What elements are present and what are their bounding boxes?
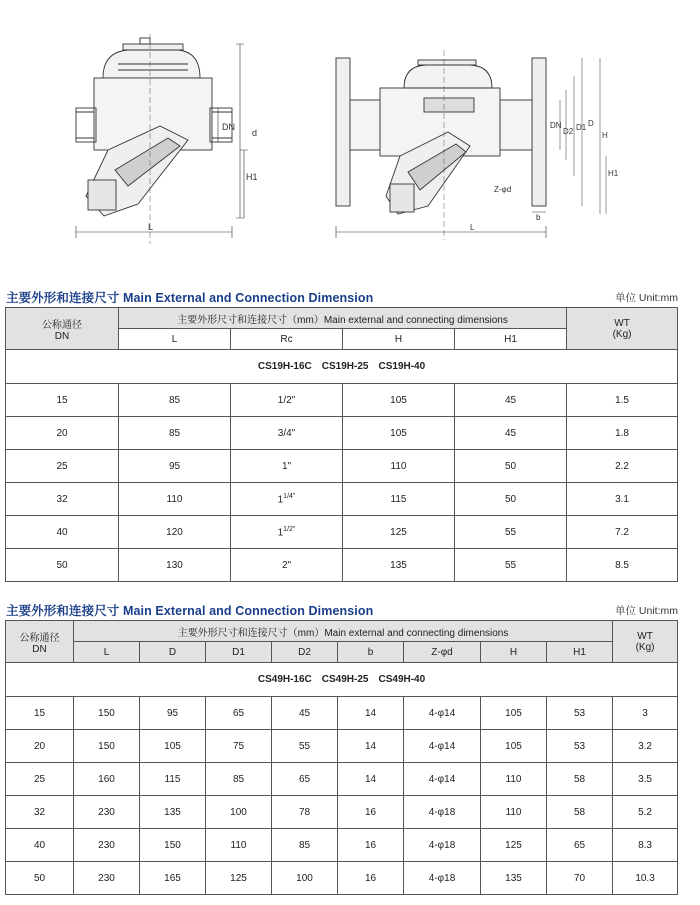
right-label-h: H bbox=[602, 131, 608, 140]
table2-model-row: CS49H-16C CS49H-25 CS49H-40 bbox=[6, 663, 678, 697]
table-row: 40 120 $1^{1/2"}$ 125 55 7.2 bbox=[6, 516, 678, 549]
table-row: 15 85 1/2" 105 45 1.5 bbox=[6, 384, 678, 417]
right-label-b: b bbox=[536, 213, 541, 222]
left-label-l: L bbox=[148, 222, 154, 232]
table1-unit: 单位 Unit:mm bbox=[615, 292, 678, 304]
table2-col-h: H bbox=[481, 642, 547, 663]
table2-col-d1: D1 bbox=[206, 642, 272, 663]
table1-wt-header: WT (Kg) bbox=[567, 308, 678, 350]
table2-col-d: D bbox=[140, 642, 206, 663]
left-valve-drawing bbox=[76, 34, 248, 244]
table1-span-header: 主要外形尺寸和连接尺寸（mm）Main external and connecting dimensions bbox=[119, 308, 567, 329]
table-row: 25 160 115 85 65 14 4-φ14 110 58 3.5 bbox=[6, 763, 678, 796]
right-label-l: L bbox=[470, 223, 475, 232]
table-row: 20 85 3/4" 105 45 1.8 bbox=[6, 417, 678, 450]
table-row: 40 230 150 110 85 16 4-φ18 125 65 8.3 bbox=[6, 829, 678, 862]
table-row: 32 110 $1^{1/4"}$ 115 50 3.1 bbox=[6, 483, 678, 516]
table1-title: 主要外形和连接尺寸 Main External and Connection Dimension bbox=[6, 291, 374, 305]
table2-title: 主要外形和连接尺寸 Main External and Connection Dimension bbox=[6, 604, 374, 618]
table-row: 15 150 95 65 45 14 4-φ14 105 53 3 bbox=[6, 697, 678, 730]
technical-drawings bbox=[0, 0, 700, 270]
left-label-dn: DN bbox=[222, 122, 235, 132]
table-row: 25 95 1" 110 50 2.2 bbox=[6, 450, 678, 483]
right-label-dn: DN bbox=[550, 121, 562, 130]
right-label-zd: Z-φd bbox=[494, 185, 512, 194]
table2 bbox=[5, 620, 678, 895]
table1-col-h1: H1 bbox=[455, 329, 567, 350]
table1-col-l: L bbox=[119, 329, 231, 350]
table1-dn-header: 公称通径 DN bbox=[6, 308, 119, 350]
table-row: 50 130 2" 135 55 8.5 bbox=[6, 549, 678, 582]
right-label-d2: D2 bbox=[563, 127, 574, 136]
table2-wt-header: WT (Kg) bbox=[613, 621, 678, 663]
table1-model-row: CS19H-16C CS19H-25 CS19H-40 bbox=[6, 350, 678, 384]
right-label-d1: D1 bbox=[576, 123, 587, 132]
table1 bbox=[5, 307, 678, 582]
right-label-h1: H1 bbox=[608, 169, 619, 178]
table1-col-h: H bbox=[343, 329, 455, 350]
table1-col-rc: Rc bbox=[231, 329, 343, 350]
left-label-d: d bbox=[252, 128, 258, 138]
table-row: 32 230 135 100 78 16 4-φ18 110 58 5.2 bbox=[6, 796, 678, 829]
left-label-h1: H1 bbox=[246, 172, 258, 182]
right-label-d: D bbox=[588, 119, 594, 128]
table2-col-zd: Z-φd bbox=[404, 642, 481, 663]
table2-col-l: L bbox=[74, 642, 140, 663]
table2-col-h1: H1 bbox=[547, 642, 613, 663]
table2-span-header: 主要外形尺寸和连接尺寸（mm）Main external and connecting dimensions bbox=[74, 621, 613, 642]
table-row: 20 150 105 75 55 14 4-φ14 105 53 3.2 bbox=[6, 730, 678, 763]
table-row: 50 230 165 125 100 16 4-φ18 135 70 10.3 bbox=[6, 862, 678, 895]
table2-dn-header: 公称通径 DN bbox=[6, 621, 74, 663]
right-valve-drawing bbox=[336, 50, 606, 240]
table2-unit: 单位 Unit:mm bbox=[615, 605, 678, 617]
table2-col-b: b bbox=[338, 642, 404, 663]
table2-col-d2: D2 bbox=[272, 642, 338, 663]
